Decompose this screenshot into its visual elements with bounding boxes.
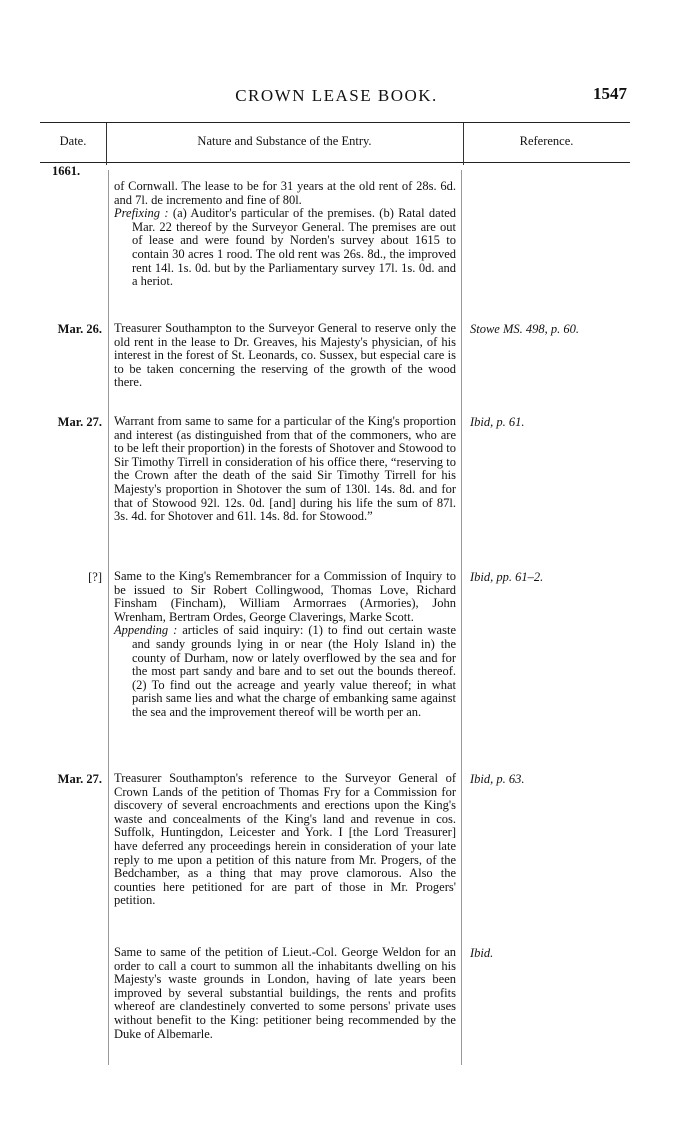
entry-right-border	[461, 170, 462, 1065]
entry-3-sub-text: articles of said inquiry: (1) to find out certain waste and sandy grounds lying in or near (the Holy Island in) the county of Durham, now or lately overflowed by the sea and for the most part sandy and bare and to set out the bounds thereof. (2) To find out the acreage and yearly value thereof; in what parish same lies and what the charge of embanking same against the sea and the improvement thereof will be worth per an.	[132, 623, 456, 719]
entry-2-date: Mar. 27.	[57, 415, 102, 429]
column-header-reference: Reference.	[519, 134, 574, 148]
entry-0	[114, 180, 456, 289]
column-header-nature: Nature and Substance of the Entry.	[197, 134, 372, 148]
entry-4-date: Mar. 27.	[57, 772, 102, 786]
year-label: 1661.	[52, 164, 81, 178]
page-number: 1547	[593, 84, 627, 103]
entry-1-main: Treasurer Southampton to the Surveyor General to reserve only the old rent in the lease to Dr. Greaves, his Majesty's physician, of his interest in the forest of St. Leonards, co. Sussex, but especial care is to be taken concerning the reserving of the growth of the wood there.	[114, 321, 456, 390]
entry-5-reference: Ibid.	[470, 946, 494, 960]
entry-4-main: Treasurer Southampton's reference to the Surveyor General of Crown Lands of the petition of Thomas Fry for a Commission for discovery of several encroachments and erections upon the King's waste and concealments of the King's land and revenue in cos. Suffolk, Huntingdon, Leicester and York. I [the Lord Treasurer] have deferred any proceedings herein in consideration of your late reply to me upon a petition of this nature from Mr. Progers, of the Bedchamber, as a thing that may prove clamorous. Also the counties here petitioned for are part of those in Mr. Progers' petition.	[114, 771, 456, 908]
entry-3-reference: Ibid, pp. 61–2.	[470, 570, 544, 584]
entry-0-appendix	[114, 207, 456, 289]
entry-1-reference: Stowe MS. 498, p. 60.	[470, 322, 580, 336]
entry-5	[114, 946, 456, 1041]
entry-3-appendix	[114, 624, 456, 719]
entry-3-date: [?]	[88, 570, 102, 584]
entry-3	[114, 570, 456, 720]
entry-1	[114, 322, 456, 390]
entry-3-main: Same to the King's Remembrancer for a Commission of Inquiry to be issued to Sir Robert Collingwood, Thomas Love, Richard Finsham (Fincham), William Armorraes (Armories), John Wrenham, Bertram Ordes, George Claverings, Marke Scott.	[114, 569, 456, 624]
header-rule	[40, 162, 630, 163]
entry-0-sub-label: Prefixing :	[114, 206, 169, 221]
entry-4-reference: Ibid, p. 63.	[470, 772, 525, 786]
entry-2	[114, 415, 456, 524]
entry-left-border	[108, 170, 109, 1065]
column-header-date: Date.	[59, 134, 87, 148]
entry-2-reference: Ibid, p. 61.	[470, 415, 525, 429]
entry-0-main: of Cornwall. The lease to be for 31 years at the old rent of 28s. 6d. and 7l. de incremento and fine of 80l.	[114, 179, 456, 207]
entry-3-sub-label: Appending :	[114, 623, 178, 638]
entry-1-date: Mar. 26.	[57, 322, 102, 336]
entry-2-main: Warrant from same to same for a particular of the King's proportion and interest (as distinguished from that of the commoners, who are to be left their proportion) in the forests of Shotover and Stowood to Sir Timothy Tirrell in consideration of his office there, “reserving to the Crown after the death of the said Sir Timothy Tirrell for his Majesty's proportion in Shotover the sum of 130l. 14s. 8d. and for that of Stowood 92l. 12s. 0d. [and] during his life the sum of 87l. 3s. 4d. for Shotover and 61l. 14s. 8d. for Stowood.”	[114, 414, 456, 524]
page-header-title: CROWN LEASE BOOK.	[235, 86, 438, 105]
top-rule	[40, 122, 630, 123]
entry-0-sub-text: (a) Auditor's particular of the premises. (b) Ratal dated Mar. 22 thereof by the Surveyor General. The premises are out of lease and were found by Norden's survey about 1615 to contain 30 acres 1 rood. The old rent was 26s. 8d., the improved rent 14l. 1s. 0d. but by the Parliamentary survey 17l. 1s. 0d. and a heriot.	[132, 206, 456, 289]
entry-4	[114, 772, 456, 908]
entry-5-main: Same to same of the petition of Lieut.-Col. George Weldon for an order to call a court to summon all the inhabitants dwelling on his Majesty's waste grounds in London, having of late years been improved by several substantial buildings, the rents and profits whereof are clandestinely converted to some persons' private uses without benefit to the King: petitioner being recommended by the Duke of Albemarle.	[114, 945, 456, 1041]
